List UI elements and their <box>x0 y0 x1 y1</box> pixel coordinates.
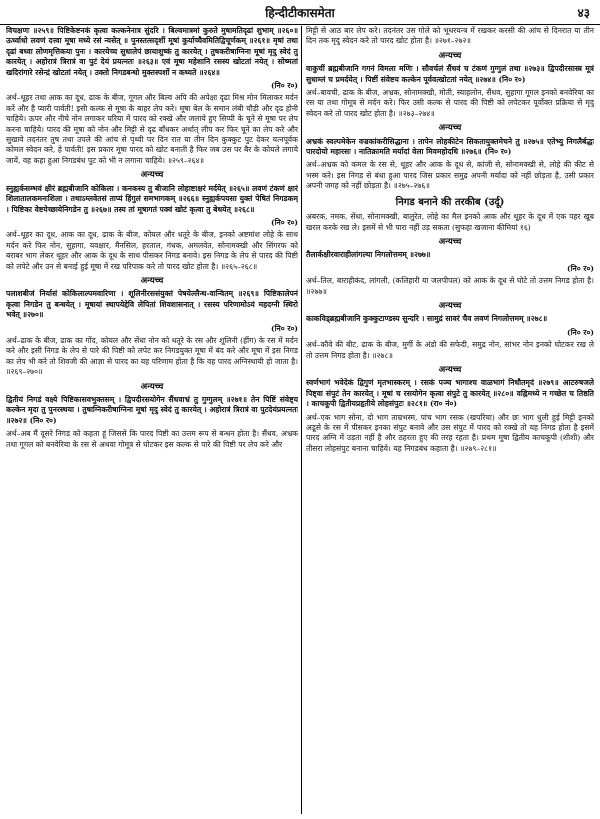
sanskrit-verse: स्नुह्यर्कसम्भवं क्षीरं ब्रह्मबीजानि कोकिला । कनकस्य तु बीजानि लोहाष्टाक्षरं मर्दयेत् ॥२६५॥ लवणं टंकणं क्षारं शिलातालकमनःशिला । तथाऽम्लवेतसं ताप्यं हिंगुलं समभागकम् ॥२६६॥ स्नुह्यर्कपयसा युक्तं पेषितं निगडकम् । पिष्टिका वेष्टयेच्छायेनिगडेन तु ॥२६७॥ तस्य तां मूषागतं पक्वं खोटं कृत्वा तु बेधयेत् ॥२६८॥ <box>6 183 298 214</box>
section-heading: अन्यच्च <box>438 364 462 375</box>
column-divider <box>301 26 302 814</box>
sanskrit-verse: स्वर्णभागं भवेदेकं द्विगुणं मृतभास्करम् । रसकं पञ्च भागाश्च वाळभागं निधौतमृदं ॥२७९॥ आटरुषजले पिष्ट्वा संपुटं तेन कारयेत् । मूषां च रसयोगेन कृत्वा संपुटे तु कारयेत् ॥२८०॥ वह्निमध्ये न गच्छेत च तिष्ठति । काचकूपी द्वितीयप्रहृतीये लोहसंपुटः ॥२८१॥ (रा० नं०) <box>306 378 594 409</box>
sanskrit-verse: काकविड्ब्रह्मबीजानि कुक्कुटाण्डस्य सुन्दरि । सामुद्रं सावरं चैव लवणं निगलोत्तमम् ॥२७८॥ <box>306 314 548 324</box>
hindi-translation: अर्थ–अब मैं दूसरे निगड को कहता हूं जिससे कि पारद पिष्टी का उत्तम रूप से बन्धन होता है। सैंधव, अभ्रक तथा गूगल को बनवेरिया के रस से अथवा गोमूत्र से घोटकर इस कल्क से पारे की पिष्टी पर लेप करे और <box>6 429 298 449</box>
citation: (नि० र०) <box>270 81 298 91</box>
section-heading: अन्यच्च <box>438 123 462 134</box>
section-heading: अन्यच्च <box>438 300 462 311</box>
section-heading: अन्यच्च <box>140 170 164 181</box>
sanskrit-verse: पलाशबीजं निर्यासं कोकिलाल्पमवारिणा । शूलिनीरससंयुक्तं पेषयेल्लैन्थ-वान्वितम् ॥२६९॥ पिष्टिकालेपनं कृत्वा निगडेन तु बन्धयेत् । मूषायां स्थापयेद्देवि लेपितां शिवशासनात् । रसस्य परिणामोऽयं महदग्नी स्थिरो भवेत् ॥२७०॥ <box>6 289 298 320</box>
hindi-translation: मिट्टी से आठ बार लेप करे। तदनंतर उस गोले को भूधरयन्त्र में रखकर करसी की आंच से दिनरात या तीन दिन तक मृदु स्वेदन करे तो पारद खोट होता है। ॥२७१–२७२॥ <box>306 26 594 46</box>
left-column <box>6 26 298 813</box>
hindi-translation: अर्थ–अभ्रक को कमल के रस से, थूहर और आक के दूध से, कांजी से, सोनामक्खी से, लोहे की कीट से भस्म करे। इस निगड से बंधा हुआ पारद जिस प्रकार समुद्र अपनी मर्यादा को नहीं छोड़ता है, उसी प्रकार अपनी जगह को नहीं छोड़ता है। ॥२७५–२७६॥ <box>306 160 594 191</box>
citation: (नि० र०) <box>566 327 594 337</box>
hindi-translation: अर्थ–थूहर का दूध, आक का दूध, ढाक के बीज, कोयल और धतूरे के बीज, इनको अष्टमांश लोहे के साथ मर्दन करे फिर नोन, सुहागा, यवक्षार, मैनसिल, हरताल, गंधक, अमलवेत, सोनामक्खी और सिंगरफ को बराबर भाग लेकर थूहर और आक के दूध के साथ पीसकर निगड बनावे। इस निगड के लेप से पारद की पिष्टी को लपेटे और उन से बनाई हुई मूषा में रख परिपाक करे तो पारद खोट होता है। ॥२६५–२६८॥ <box>6 230 298 271</box>
sanskrit-verse: अभ्रकं स्वल्पमेकेन वज्रकांकरीसिद्धाना । तापेन लोहकीटेन सिकतायुक्तमेचने तु ॥२७५॥ एतेभ्यु निगलैर्बद्धः पारदोयो महारसः । नातिक्रामति मर्यादां वेला मिवमहोदधि ॥२७६॥ (नि० र०) <box>306 136 594 157</box>
page-header <box>0 2 600 25</box>
right-column <box>306 26 594 813</box>
hindi-translation: अर्थ–थूहर तथा आक का दूध, ढाक के बीज, गूगल और बिल्व अपि की अपेक्षा दृढा मिश्र मोन मिलाकर मर्दन करें और है प्यारी पार्वती! इसी कल्क से मूषा के बाहर लेप करे। मूषा बेल के समान लंबी चौड़ी और दृढ होनी चाहिये। ऊपर और नीचे नोन लगाकर घरिया में पारद को रक्खे और जलाये हुए सिप्पी के चूने से मूषा पर लेप करना चाहिये। पारद की मूषा को नोन और मिट्टी से दृढ बाँधकर अर्थात् लीप कर फिर चूने का लेप करे और सुखावे तदनंतर तुष तथा उपले की आंच से पृथ्वी पर दिन रात या तीन दिन कुक्कुट पुट देकर यत्नपूर्वक कोमल स्वेदन करे, हे पार्वती! इस प्रकार मूषा पारद को खोट बनाती है फिर जब उस पर बैर के कोयले लगाये जायें, वह कहा हुआ निगडबंध पुट को भी न लगाना चाहिये। ॥२५९–२६४॥ <box>6 93 298 165</box>
hindi-translation: अर्थ–तिल, बाराहीकंद, लांगली, (कलिहारी या जलपीपल) को आक के दूध से घोटे तो उत्तम निगड होता है। ॥२७७॥ <box>306 276 594 296</box>
sanskrit-verse: विचक्षणः ॥२५९॥ पिष्टिकेष्टनकं कृत्वा कल्कनेनात्र सुंदरि । बिल्वमात्रमां कुरुते मुषामतिदृढां शुभाम् ॥२६०॥ ऊर्ध्वाधो लवणं दत्त्वा मूषा मध्ये रसं न्यसेत् ॥ पुनस्तत्सदृशीं मूषां कुर्याच्चैवमितिद्विचूर्णकम् ॥२६१॥ मृषां तथा दृढां बध्वा लोणमृत्तिकया पुनः । कारयेच्च सुधालेपं छायाशुष्कं तु कारयेत् । तुषकरीषाग्निना मूषां मृदु स्वेदं तु कारयेत् । अहोरात्रं त्रिरात्रं वा पुटं देयं प्रयत्नतः ॥२६३॥ एवं मूषा महेशानि रसस्य खोटतां नयेत् । सोष्मतां खदिरांगारे रसेन्द्रं खोटतां नयेत् । उक्तो निगडबन्धो मुक्तस्पर्शो न कथ्यते ॥२६४॥ <box>6 26 298 77</box>
page-number: ४३ <box>577 6 590 20</box>
sanskrit-verse: तैलार्कक्षीरवाराहीलांगल्या निगलोत्तमम् ॥२७७॥ <box>306 250 431 260</box>
sanskrit-verse: द्वितीयं निगडं वक्ष्ये पिष्टिकासवभुक्तसम् । द्विपदीरसयोगेन सैंधवाभ्रं तु गुग्गुलम् ॥२७१॥ तेन पिष्टिं संवेष्ट्य कल्केन मृदा तु पुनरस्थया । तुषाग्निकरीषाग्निना मूषां मृदु स्वेदं तु कारयेत् । अहोरात्रं त्रिरात्रं वा पुटदेयंप्रयत्नतः ॥२७२॥ (नि० र०) <box>6 395 298 425</box>
section-heading: अन्यच्च <box>140 275 164 286</box>
section-heading: अन्यच्च <box>140 381 164 392</box>
hindi-translation: अर्थ–कौवे की बीट, ढाक के बीज, मुर्गी के अंडो की सफेदी, समुद्र नोन, सांभर नोन इनको घोटकर रख ले तो उत्तम निगड होता है। ॥२७८॥ <box>306 340 594 360</box>
section-heading: अन्यच्च <box>438 50 462 61</box>
hindi-translation: अबरक, नमक, सेंधा, सोनामक्खी, बालुरेत, लोहे का मैल इनको आक और थूहर के दूध में एक पहर खूब खरल करके रख ले। इसमें से भी पारा नहीं उड़ सकता (सुफहा खजाना कीमियां १६) <box>306 212 594 232</box>
hindi-translation: अर्थ–बावची, ढाक के बीज, अभ्रक, सोनामक्खी, मोती, स्याहलोन, सैंधव, सुहागा गूगल इनको बनवेरिया का रस या तथा गोमूत्र से मर्दन करे। फिर उसी कल्क से पारद की पिष्टी को लपेटकर पूर्वोक्त प्रक्रिया से मृदु स्वेदन करे तो पारद खोट होता है। ॥२७३–२७४॥ <box>306 88 594 118</box>
running-title: हिन्दीटीकासमेता <box>265 6 335 20</box>
citation: (नि० र०) <box>270 323 298 333</box>
citation: (नि० र०) <box>566 263 594 273</box>
hindi-translation: अर्थ–एक भाग सोना, दो भाग ताम्रभस्म, पांच भाग रसक (खपरिया) और छः भाग धुली हुई मिट्टी इनको अडूसे के रस में पीसकर इनका संपुट बनावे और उस संपुट में पारद को रक्खे तो यह निगड होता है इसमें पारद अग्नि में उड़ता नहीं है और ठहरता हुए की तरह रहता है। प्रथम मूषा द्वितीय काचकूपी (शीशी) और तीसरा लोहसंपुट बनाना चाहिये। यह निगडबंध कहाता है। ॥२७९–२८१॥ <box>306 412 594 453</box>
section-heading-urdu: निगड बनाने की तरकीब (उर्दू) <box>395 196 505 208</box>
hindi-translation: अर्थ–ढाक के बीज, ढाक का गोंद, कोयल और सेंधा नोन को धतूरे के रस और शूलिनी (हींग) के रस में मर्दन करे और इसी निगड के लेप से पारे की पिष्टी को लपेट कर निगडयुक्त मूषा में बंद करे और मूषा में इस निगड का लेप भी करे तो शिवजी की आज्ञा से पारद का यह परिणाम होता है कि वह पारद अग्निस्थायी हो जाता है। ॥२६९–२७०॥ <box>6 335 298 377</box>
citation: (नि० र०) <box>270 217 298 227</box>
sanskrit-verse: वाकुचीं ब्रह्मबीजानि गगनं विमला मणिः । सौवर्चलं सैंधवं च टंकणं गुग्गुलं तथा ॥२७३॥ द्विपदीरसास्त्र मूत्रं सुधाम्लं च प्रमर्दयेत् । पिष्टीं संवेष्टय कल्केन पूर्ववत्खोटतां नयेत् ॥२७४॥ (नि० र०) <box>306 64 594 84</box>
section-heading: अन्यच्च <box>438 236 462 247</box>
